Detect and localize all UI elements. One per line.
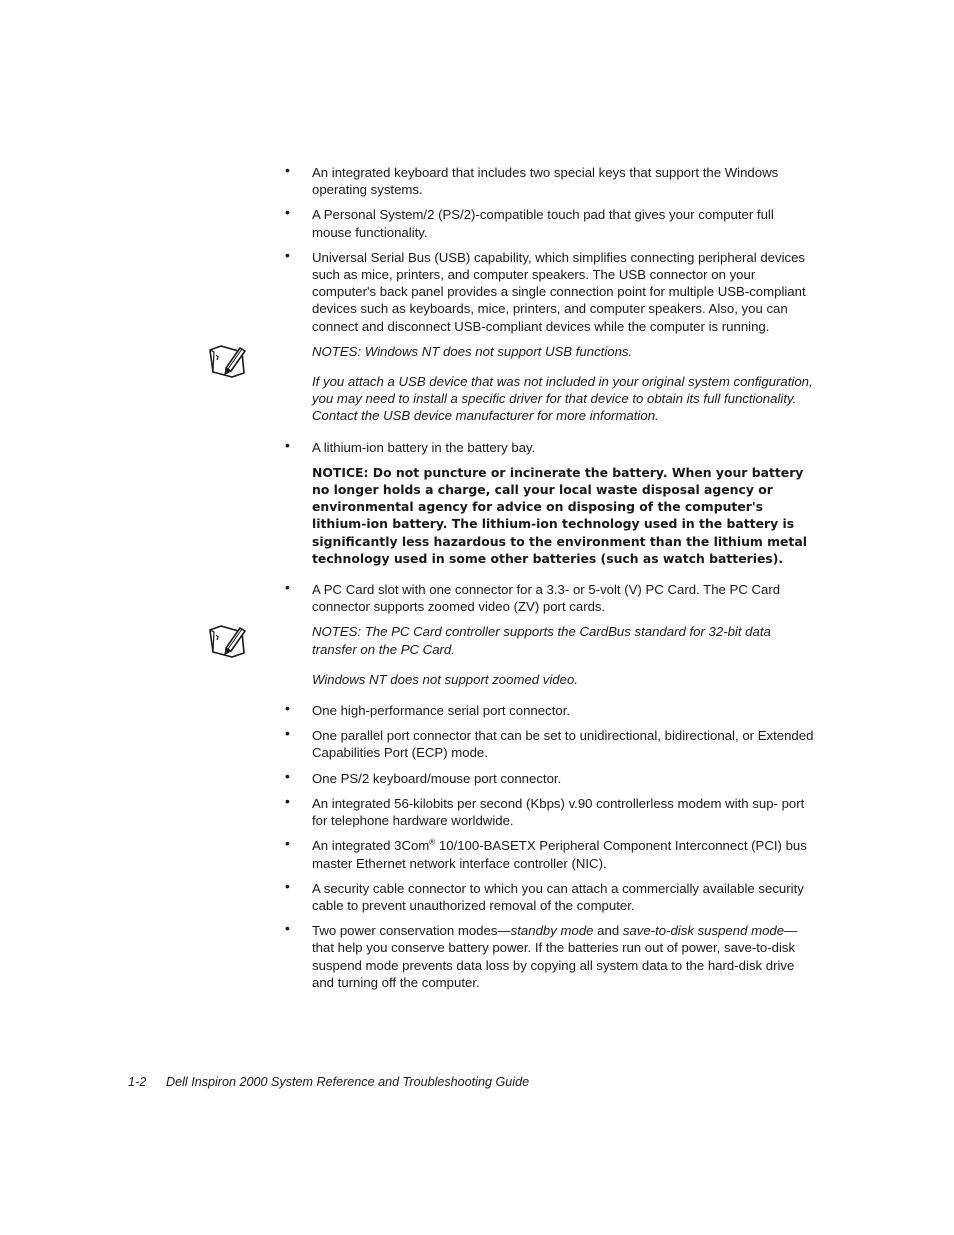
note-line: NOTES: Windows NT does not support USB functions. [312, 343, 633, 359]
note-usb [312, 343, 814, 425]
note-line: Windows NT does not support zoomed video. [312, 671, 578, 687]
list-item [285, 700, 814, 719]
list-item [285, 246, 814, 335]
registered-mark: ® [429, 837, 436, 847]
note-pccard [312, 623, 814, 688]
item-text: A security cable connector to which you can attach a commercially available security cable to prevent unauthorized removal of the computer. [312, 880, 804, 913]
item-text: A lithium-ion battery in the battery bay. [312, 439, 536, 455]
item-text: One PS/2 keyboard/mouse port connector. [312, 770, 562, 786]
item-text: One parallel port connector that can be set to unidirectional, bidirectional, or Extended Capabilities Port (ECP) mode. [312, 728, 814, 761]
note-line: NOTES: The PC Card controller supports the CardBus standard for 32-bit data transfer on the PC Card. [312, 624, 771, 657]
bullet: • [285, 162, 290, 178]
note-pencil-icon [208, 623, 248, 659]
bullet: • [285, 792, 290, 809]
bullet: • [285, 700, 290, 717]
bullet: • [285, 835, 290, 852]
list-item [285, 579, 814, 615]
page-number: 1-2 [128, 1075, 147, 1089]
item-text: An integrated keyboard that includes two special keys that support the Windows operating systems. [312, 165, 779, 198]
note-pencil-icon [208, 343, 248, 379]
list-item [285, 792, 814, 829]
note-line: If you attach a USB device that was not included in your original system configuration, you may need to install a specific driver for that device to obtain its full functionality. Contact the USB device manufacturer for more information. [312, 374, 813, 424]
list-item [285, 436, 814, 456]
item-text: An integrated 56-kilobits per second (Kbps) v.90 controllerless modem with sup- port for telephone hardware worldwide. [312, 795, 805, 829]
notice-battery: NOTICE: Do not puncture or incinerate the battery. When your battery no longer holds a charge, call your local waste disposal agency or environmental agency for advice on disposing of the computer's lithium-ion battery. The lithium-ion technology used in the battery is significantly less hazardous to the environment than the lithium metal technology used in some other batteries (such as watch batteries). [312, 464, 807, 566]
list-item [285, 877, 814, 914]
item-text: Universal Serial Bus (USB) capability, which simplifies connecting peripheral devices such as mice, printers, and computer speakers. The USB connector on your computer's back panel provides a single connection point for multiple USB-compliant devices such as keyboards, mice, printers, and computer speakers. Also, you can connect and disconnect USB-compliant devices while the computer is running. [312, 249, 806, 334]
list-item [285, 920, 814, 991]
item-text: One high-performance serial port connector. [312, 703, 571, 719]
bullet: • [285, 725, 290, 742]
bullet: • [285, 920, 290, 937]
item-text: —that help you conserve battery power. If the batteries run out of power, save-to-disk suspend mode prevents data loss by copying all system data to the hard-disk drive and turning off the computer. [312, 923, 798, 990]
bullet: • [285, 246, 290, 263]
term-save-to-disk: save-to-disk suspend mode [622, 923, 785, 939]
item-text-end: 10/100-BASETX Peripheral Component Interconnect (PCI) bus master Ethernet network interface controller (NIC). [312, 838, 807, 871]
list-item [285, 162, 814, 198]
list-item [285, 725, 814, 761]
list-item [285, 767, 814, 787]
bullet: • [285, 767, 290, 784]
item-text-start: An integrated 3Com [312, 838, 430, 854]
term-standby-mode: standby mode [510, 923, 594, 939]
item-text: A PC Card slot with one connector for a 3.3- or 5-volt (V) PC Card. The PC Card connector supports zoomed video (ZV) port cards. [312, 582, 781, 615]
page-content [285, 162, 814, 999]
bullet: • [285, 579, 290, 596]
list-item [285, 835, 814, 871]
item-text: A Personal System/2 (PS/2)-compatible touch pad that gives your computer full mouse functionality. [312, 207, 774, 240]
footer-title: Dell Inspiron 2000 System Reference and Troubleshooting Guide [166, 1075, 530, 1089]
item-text: Two power conservation modes— [312, 923, 511, 939]
page-footer [128, 1075, 529, 1089]
bullet: • [285, 877, 290, 894]
bullet: • [285, 436, 290, 453]
item-text: and [593, 923, 623, 939]
bullet: • [285, 204, 290, 221]
list-item [285, 204, 814, 240]
